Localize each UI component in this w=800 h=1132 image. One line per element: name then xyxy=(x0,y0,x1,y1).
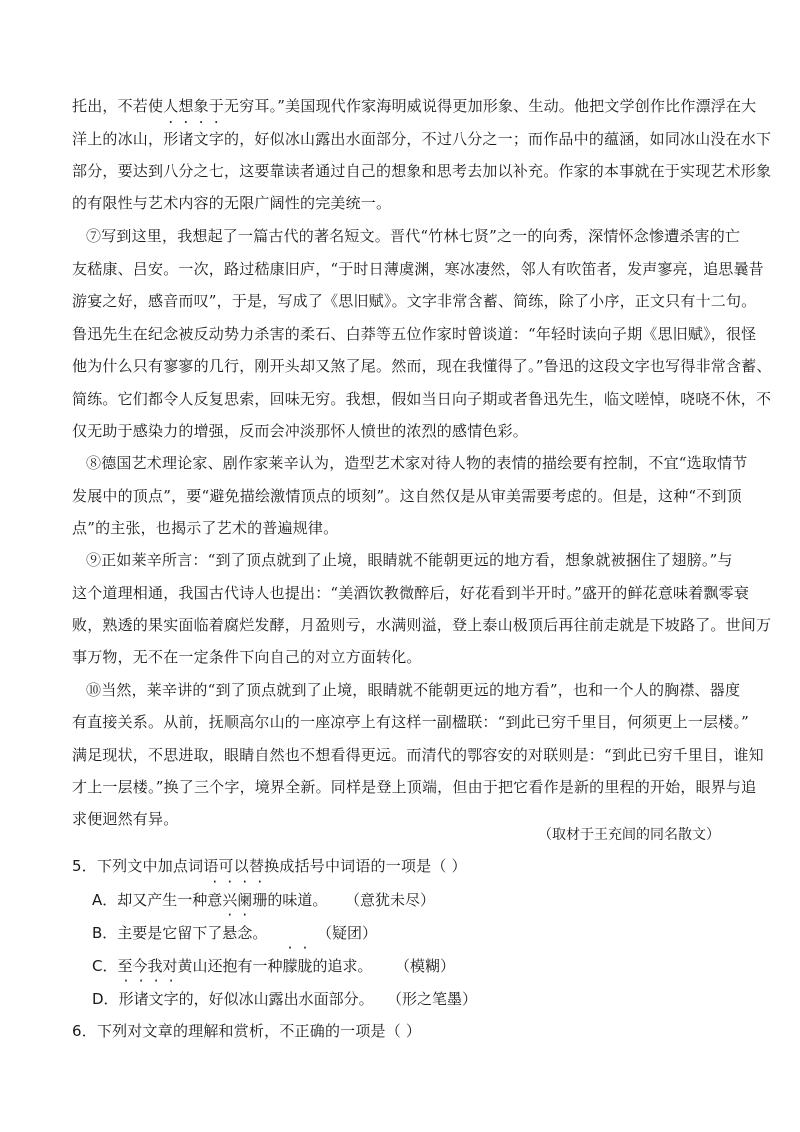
emphasis-char: 诸 xyxy=(178,130,194,148)
text-line: 他为什么只有寥寥的几行，刚开头却又煞了尾。然而，现在我懂得了。”鲁迅的这段文字也写得非常含蓄、 xyxy=(72,357,772,375)
paragraph-start: ⑧德国艺术理论家、剧作家莱辛认为，造型艺术家对待人物的表情的描绘要有控制，不宜“选取情节 xyxy=(86,454,748,472)
emphasis-char: 珊 xyxy=(252,891,268,909)
emphasis-char: 胧 xyxy=(297,957,313,975)
text-line: 满足现状，不思进取，眼睛自然也不想看得更远。而清代的鄂容安的对联则是：“到此已穷千里目，谁知 xyxy=(72,746,764,764)
paragraph-start: ⑨正如莱辛所言：“到了顶点就到了止境，眼睛就不能朝更远的地方看，想象就被捆住了翅膀。”与 xyxy=(86,551,733,569)
emphasis-char: 字 xyxy=(163,990,179,1008)
paragraph-start: ⑦写到这里，我想起了一篇古代的著名短文。晋代“竹林七贤”之一的向秀，深情怀念惨遭杀害的亡 xyxy=(86,227,741,245)
question-6: 6．下列对文章的理解和赏析，不正确的一项是（ ） xyxy=(72,1022,422,1040)
emphasis-char: 兴 xyxy=(222,891,238,909)
text-line: 部分，要达到八分之七，这要靠读者通过自己的想象和思考去加以补充。作家的本事就在于实现艺术形象 xyxy=(72,162,772,180)
option-b[interactable]: B．主要是它留下了悬念。 （疑团） xyxy=(92,924,378,942)
question-5: 5．下列文中加点词语可以替换成括号中词语的一项是（ ） xyxy=(72,857,467,875)
emphasis-char: 阑 xyxy=(237,891,253,909)
emphasis-char: 形 xyxy=(163,130,179,148)
text-line: 求便迥然有异。 xyxy=(72,810,179,828)
text-line: 事万物，无不在一定条件下向自己的对立方面转化。 xyxy=(72,648,422,666)
emphasis-char: 诸 xyxy=(133,990,149,1008)
text-line: 仅无助于感染力的增强，反而会冲淡那怀人愤世的浓烈的感情色彩。 xyxy=(72,422,529,440)
text-line: 鲁迅先生在纪念被反动势力杀害的柔石、白莽等五位作家时曾谈道：“年轻时读向子期《思旧赋》，很怪 xyxy=(72,325,757,343)
text-line: 游宴之好，感音而叹”，于是，写成了《思旧赋》。文字非常含蓄、简练，除了小序，正文只有十二句。 xyxy=(72,292,757,310)
option-d-replacement: （形之笔墨） xyxy=(387,990,478,1008)
option-a[interactable]: A．却又产生一种意兴阑珊的味道。 （意犹未尽） xyxy=(92,891,436,909)
text-line: 有直接关系。从前，抚顺高尔山的一座凉亭上有这样一副楹联：“到此已穷千里目，何须更上一层楼。” xyxy=(72,713,750,731)
emphasis-char: 意 xyxy=(207,891,223,909)
emphasis-char: 文 xyxy=(148,990,164,1008)
emphasis-char: 悬 xyxy=(222,924,238,942)
text-line: 点”的主张，也揭示了艺术的普遍规律。 xyxy=(72,519,339,537)
text-line: 发展中的顶点”，要“避免描绘激情顶点的顷刻”。这自然仅是从审美需要考虑的。但是，这种“不到顶 xyxy=(72,487,742,505)
option-c-replacement: （模糊） xyxy=(395,957,456,975)
text-line: 托出，不若使人想象于无穷耳。”美国现代作家海明威说得更加形象、生动。他把文学创作比作漂浮在大 xyxy=(72,97,757,115)
option-d[interactable]: D．形诸文字的，好似冰山露出水面部分。 （形之笔墨） xyxy=(92,990,478,1008)
option-c[interactable]: C．至今我对黄山还抱有一种朦胧的追求。 （模糊） xyxy=(92,957,456,975)
option-a-replacement: （意犹未尽） xyxy=(345,891,436,909)
text-line: 的有限性与艺术内容的无限广阔性的完美统一。 xyxy=(72,194,392,212)
text-line: 这个道理相通，我国古代诗人也提出：“美酒饮教微醉后，好花看到半开时。”盛开的鲜花意味着飘零衰 xyxy=(72,584,750,602)
text-line: 才上一层楼。”换了三个字，境界全新。同样是登上顶端，但由于把它看作是新的里程的开始，眼界与追 xyxy=(72,778,757,796)
emphasis-char: 字 xyxy=(208,130,225,148)
source-citation: （取材于王充闾的同名散文） xyxy=(538,827,720,843)
emphasis-char: 文 xyxy=(193,130,209,148)
emphasis-char: 念 xyxy=(237,924,253,942)
emphasis-char: 朦 xyxy=(282,957,298,975)
emphasis-char: 形 xyxy=(118,990,134,1008)
text-line: 简练。它们都令人反复思索，回味无穷。我想，假如当日向子期或者鲁迅先生，临文嗟悼，哓哓不休，不 xyxy=(72,390,772,408)
option-b-replacement: （疑团） xyxy=(317,924,378,942)
text-line: 友嵇康、吕安。一次，路过嵇康旧庐，“于时日薄虞渊，寒冰凄然，邻人有吹笛者，发声寥亮，追思曩昔 xyxy=(72,260,764,278)
paragraph-start: ⑩当然，莱辛讲的“到了顶点就到了止境，眼睛就不能朝更远的地方看”，也和一个人的胸襟、器度 xyxy=(86,681,741,699)
text-line: 洋上的冰山，形诸文字的，好似冰山露出水面部分，不过八分之一；而作品中的蕴涵，如同冰山没在水下 xyxy=(72,130,772,148)
text-line: 败，熟透的果实面临着腐烂发酵，月盈则亏，水满则溢，登上泰山极顶后再往前走就是下坡路了。世间万 xyxy=(72,616,772,634)
